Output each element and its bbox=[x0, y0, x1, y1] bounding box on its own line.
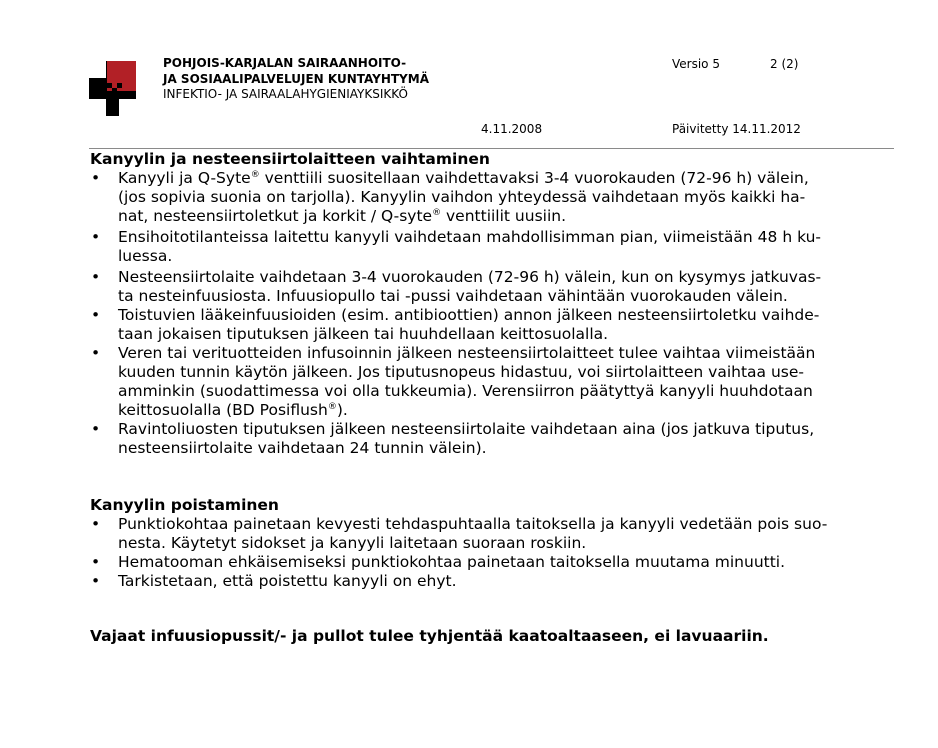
org-line-2: JA SOSIAALIPALVELUJEN KUNTAYHTYMÄ bbox=[163, 71, 429, 86]
organization-logo bbox=[89, 61, 136, 116]
list-item: • Ravintoliuosten tiputuksen jälkeen nesteensiirtolaite vaihdetaan aina (jos jatkuva tiputus, nesteensiirtolaite vaihdetaan 24 tunnin välein). bbox=[90, 420, 850, 458]
list-item: • Nesteensiirtolaite vaihdetaan 3-4 vuorokauden (72-96 h) välein, kun on kysymys jatkuvas- ta nesteinfuusiosta. Infuusiopullo tai -pussi vaihdetaan vähintään vuorokauden välein. bbox=[90, 268, 850, 306]
removal-instructions-list bbox=[90, 515, 850, 591]
list-item: • Kanyyli ja Q-Syte® venttiili suositellaan vaihdettavaksi 3-4 vuorokauden (72-96 h) välein, (jos sopivia suonia on tarjolla). Kanyylin vaihdon yhteydessä vaihdetaan myös kaikki ha- nat, nesteensiirtoletkut ja korkit / Q-syte® venttiilit uusiin. bbox=[90, 169, 850, 226]
updated-date: Päivitetty 14.11.2012 bbox=[672, 122, 801, 136]
list-item: • Ensihoitotilanteissa laitettu kanyyli vaihdetaan mahdollisimman pian, viimeistään 48 h ku- luessa. bbox=[90, 228, 850, 266]
org-line-1: POHJOIS-KARJALAN SAIRAANHOITO- bbox=[163, 56, 407, 70]
version-label: Versio 5 bbox=[672, 57, 720, 71]
list-item: • Toistuvien lääkeinfuusioiden (esim. antibioottien) annon jälkeen nesteensiirtoletku vaihde- taan jokaisen tiputuksen jälkeen tai huuhdellaan keittosuolalla. bbox=[90, 306, 850, 344]
document-body bbox=[90, 150, 850, 646]
document-date: 4.11.2008 bbox=[481, 122, 543, 136]
section-title-removal: Kanyylin poistaminen bbox=[90, 496, 279, 514]
change-instructions-list bbox=[90, 169, 850, 458]
list-item: • Tarkistetaan, että poistettu kanyyli on ehyt. bbox=[90, 572, 850, 591]
section-title-change: Kanyylin ja nesteensiirtolaitteen vaihtaminen bbox=[90, 150, 490, 168]
list-item: • Punktiokohtaa painetaan kevyesti tehdaspuhtaalla taitoksella ja kanyyli vedetään pois suo- nesta. Käytetyt sidokset ja kanyyli laitetaan suoraan roskiin. bbox=[90, 515, 850, 553]
list-item: • Veren tai verituotteiden infusoinnin jälkeen nesteensiirtolaitteet tulee vaihtaa viimeistään kuuden tunnin käytön jälkeen. Jos tiputusnopeus hidastuu, voi siirtolaitteen vaihtaa use- amminkin (suodattimessa voi olla tukkeumia). Verensiirron päätyttyä kanyyli huuhdotaan keittosuolalla (BD Posiflush®). bbox=[90, 344, 850, 420]
list-item: • Hematooman ehkäisemiseksi punktiokohtaa painetaan taitoksella muutama minuutti. bbox=[90, 553, 850, 572]
header-divider bbox=[89, 148, 894, 149]
organization-name bbox=[163, 56, 429, 103]
final-note: Vajaat infuusiopussit/- ja pullot tulee tyhjentää kaatoaltaaseen, ei lavuaariin. bbox=[90, 627, 769, 645]
page-number: 2 (2) bbox=[770, 57, 799, 71]
org-unit: INFEKTIO- JA SAIRAALAHYGIENIAYKSIKKÖ bbox=[163, 87, 408, 101]
